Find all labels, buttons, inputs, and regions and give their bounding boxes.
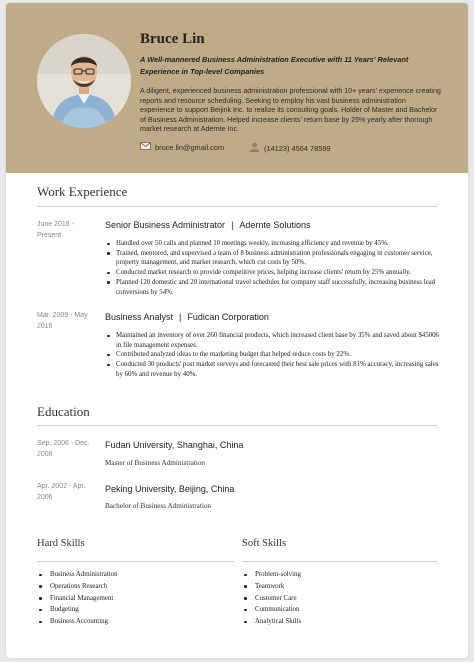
school-name: Fudan University, Shanghai, China <box>105 440 244 450</box>
list-item: Trained, mentored, and supervised a team of 8 business administration professionals engaging in customer service, property management, and market research, which cut costs by 50%. <box>105 249 441 268</box>
list-item: Planned 120 domestic and 20 international travel schedules for company staff successfully, increasing business lead conversions by 54%. <box>105 278 441 297</box>
person-icon <box>249 142 260 154</box>
list-item: Communication <box>242 604 432 616</box>
list-item: Teamwork <box>242 581 432 593</box>
hard-skills-divider <box>37 561 234 562</box>
summary: A diligent, experienced business administration professional with 10+ years' experience creating reports and resource scheduling. Seeking to employ his vast business administration experience to support Beijink Inc. to realize its consulting goals. Holder of Master and Bachelor of Business Administration. Helped increase clients' return base by 25% yearly after thorough market research at Adernte Inc. <box>140 87 441 134</box>
phone-text: (14123) 4564 78599 <box>264 143 331 153</box>
list-item: Budgeting <box>37 604 227 616</box>
profile-photo <box>37 34 131 128</box>
phone-contact <box>249 142 331 154</box>
job-bullets <box>105 239 441 297</box>
job-position: Senior Business Administrator <box>105 220 226 230</box>
soft-skills-title: Soft Skills <box>242 538 287 549</box>
resume-header <box>6 3 468 173</box>
list-item: Business Accounting <box>37 616 227 628</box>
soft-skills-divider <box>242 561 437 562</box>
list-item: Customer Care <box>242 593 432 605</box>
degree-name: Master of Business Administration <box>105 459 206 467</box>
list-item: Operations Research <box>37 581 227 593</box>
degree-name: Bachelor of Business Administration <box>105 502 212 510</box>
job-bullets <box>105 331 441 380</box>
entry-date: June 2016 - Present <box>37 221 74 239</box>
candidate-name: Bruce Lin <box>140 31 205 47</box>
list-item: Contributed analyzed ideas to the marketing budget that helped reduce costs by 22%. <box>105 350 441 360</box>
school-name: Peking University, Beijing, China <box>105 484 235 494</box>
list-item: Business Administration <box>37 569 227 581</box>
list-item: Conducted 30 products' post market surveys and forecasted their best sale prices with 81% accuracy, increasing sales by 60% and revenue by 40%. <box>105 360 441 379</box>
job-title <box>105 220 310 230</box>
soft-skills-list <box>242 569 432 628</box>
entry-date: Apr. 2002 - Apr. 2006 <box>37 483 86 501</box>
list-item: Analytical Skills <box>242 616 432 628</box>
education-title: Education <box>37 404 90 419</box>
email-contact[interactable] <box>140 142 224 152</box>
job-title <box>105 312 269 322</box>
resume-page <box>6 3 468 658</box>
list-item: Conducted market research to provide competitive prices, helping increase clients' return by 25% annually. <box>105 268 441 278</box>
email-text[interactable]: bruce.lin@gmail.com <box>155 142 225 152</box>
work-divider <box>37 206 437 207</box>
hard-skills-title: Hard Skills <box>37 538 85 549</box>
job-position: Business Analyst <box>105 312 174 322</box>
list-item: Problem-solving <box>242 569 432 581</box>
list-item: Financial Management <box>37 593 227 605</box>
job-company: Adernte Solutions <box>239 220 311 230</box>
avatar <box>37 34 131 128</box>
education-divider <box>37 425 437 426</box>
envelope-icon <box>140 142 151 152</box>
entry-date: Mar. 2009 - May 2016 <box>37 312 88 330</box>
tagline: A Well-mannered Business Administration Executive with 11 Years' Relevant Experience in Top-level Companies <box>140 55 409 76</box>
hard-skills-list <box>37 569 227 628</box>
entry-date: Sep. 2006 - Dec. 2008 <box>37 440 90 458</box>
list-item: Maintained an inventory of over 260 financial products, which increased client base by 35% and saved about $45006 in file management expenses. <box>105 331 441 350</box>
list-item: Handled over 50 calls and planned 10 meetings weekly, increasing efficiency and revenue by 45%. <box>105 239 441 249</box>
job-company: Fudican Corporation <box>187 312 269 322</box>
work-experience-title: Work Experience <box>37 184 128 199</box>
title-separator: | <box>179 312 182 322</box>
title-separator: | <box>231 220 234 230</box>
